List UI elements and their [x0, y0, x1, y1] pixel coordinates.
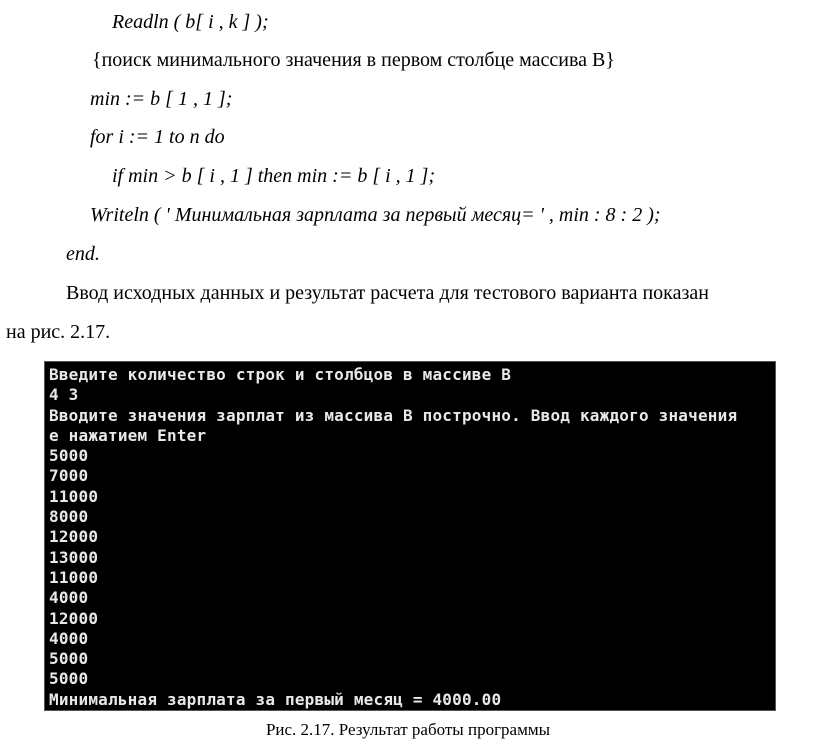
- console-line: Вводите значения зарплат из массива В построчно. Ввод каждого значения: [49, 405, 738, 425]
- figure-caption: Рис. 2.17. Результат работы программы: [265, 720, 551, 739]
- code-line-for: for i := 1 to n do: [90, 126, 225, 148]
- console-screenshot: [44, 361, 776, 711]
- code-line-writeln: Writeln ( ' Минимальная зарплата за первый месяц= ' , min : 8 : 2 );: [90, 204, 661, 226]
- console-line: Введите количество строк и столбцов в массиве В: [49, 365, 512, 384]
- console-line: 4 3: [49, 385, 79, 405]
- console-line: 4000: [49, 588, 89, 608]
- console-line: 12000: [49, 527, 99, 547]
- code-line-if: if min > b [ i , 1 ] then min := b [ i , 1 ];: [112, 165, 436, 187]
- code-line-readln: Readln ( b[ i , k ] );: [112, 11, 269, 33]
- console-line: 13000: [49, 547, 99, 567]
- paragraph-line-1: Ввод исходных данных и результат расчета для тестового варианта показан: [66, 282, 709, 304]
- console-line: 5000: [49, 649, 89, 669]
- console-line: 7000: [49, 466, 89, 486]
- console-line: 12000: [49, 608, 99, 628]
- console-line: Минимальная зарплата за первый месяц = 4000.00: [49, 689, 502, 709]
- paragraph-line-2: на рис. 2.17.: [6, 321, 111, 343]
- console-line: 11000: [49, 567, 99, 587]
- code-line-min-init: min := b [ 1 , 1 ];: [90, 88, 233, 110]
- code-comment: {поиск минимального значения в первом столбце массива В}: [92, 49, 615, 71]
- console-line: 5000: [49, 669, 89, 689]
- console-line: 4000: [49, 628, 89, 648]
- code-line-end: end.: [66, 243, 100, 265]
- console-line: 8000: [49, 507, 89, 527]
- console-line: е нажатием Enter: [49, 425, 207, 445]
- console-line: 5000: [49, 446, 89, 466]
- console-line: 11000: [49, 486, 99, 506]
